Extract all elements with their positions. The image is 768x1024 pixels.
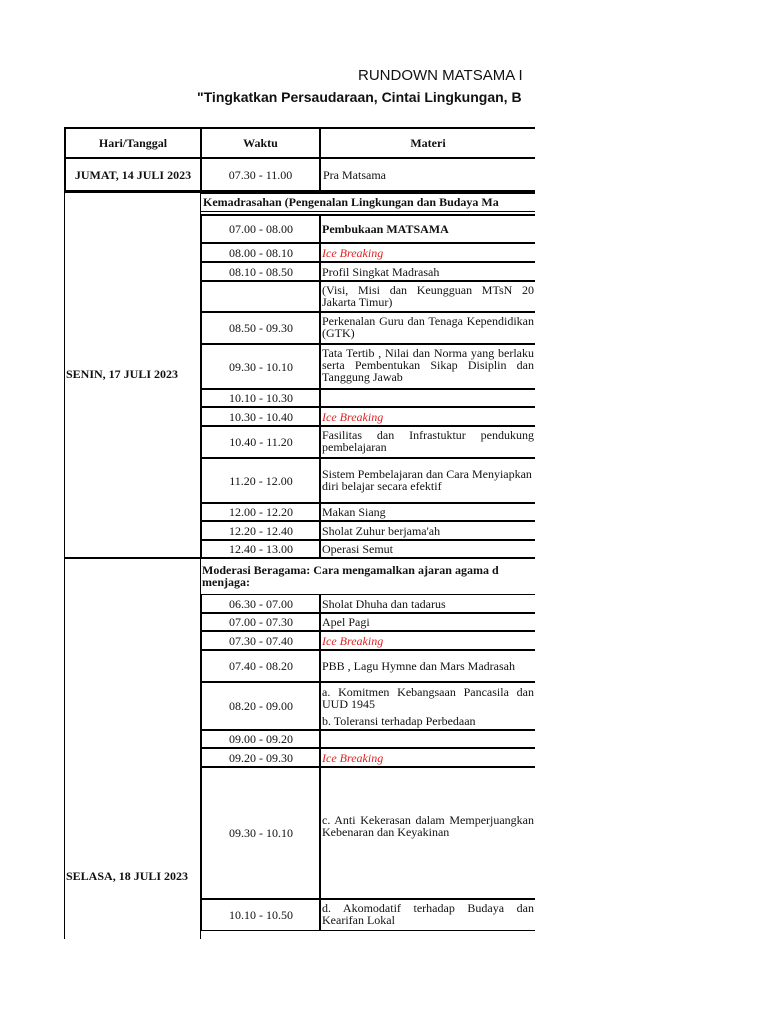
- material-item-b: b. Toleransi terhadap Perbedaan: [322, 714, 476, 728]
- time-cell: 09.30 - 10.10: [201, 344, 321, 389]
- ice-breaking-label: Ice Breaking: [319, 243, 535, 262]
- time-cell: 08.00 - 08.10: [201, 243, 321, 262]
- time-cell: 12.00 - 12.20: [201, 503, 321, 521]
- material-cell: [319, 389, 535, 407]
- time-cell: 08.10 - 08.50: [201, 262, 321, 281]
- header-time: Waktu: [200, 127, 321, 159]
- time-cell: 06.30 - 07.00: [201, 594, 321, 613]
- time-cell: 07.30 - 07.40: [201, 631, 321, 650]
- material-cell: Pra Matsama: [319, 157, 535, 192]
- time-cell: 12.40 - 13.00: [201, 540, 321, 559]
- time-cell: 10.10 - 10.30: [201, 389, 321, 407]
- time-cell: 09.20 - 09.30: [201, 748, 321, 767]
- day-senin: SENIN, 17 JULI 2023: [66, 368, 179, 381]
- time-cell: 08.20 - 09.00: [201, 682, 321, 730]
- time-cell: 10.30 - 10.40: [201, 407, 321, 426]
- material-cell: Fasilitas dan Infrastuktur pendukung pembelajaran: [319, 426, 535, 458]
- day-selasa: SELASA, 18 JULI 2023: [66, 870, 189, 883]
- material-cell: Makan Siang: [319, 503, 535, 521]
- section-moderasi: Moderasi Beragama: Cara mengamalkan ajaran agama d menjaga:: [202, 563, 499, 589]
- time-cell: 12.20 - 12.40: [201, 521, 321, 540]
- material-cell: [319, 767, 535, 899]
- time-cell: [201, 281, 321, 312]
- ice-breaking-label: Ice Breaking: [319, 407, 535, 426]
- document-subtitle: "Tingkatkan Persaudaraan, Cintai Lingkungan, B: [197, 89, 522, 105]
- material-text: c. Anti Kekerasan dalam Memperjuangkan Kebenaran dan Keyakinan: [322, 813, 534, 839]
- material-cell: Pembukaan MATSAMA: [319, 214, 535, 243]
- material-cell: [319, 730, 535, 748]
- time-cell: 07.00 - 07.30: [201, 613, 321, 631]
- material-cell: Sistem Pembelajaran dan Cara Menyiapkan diri belajar secara efektif: [319, 458, 535, 503]
- time-cell: 07.00 - 08.00: [201, 214, 321, 243]
- day-jumat: JUMAT, 14 JULI 2023: [64, 157, 202, 192]
- time-cell: 09.30 - 10.10: [201, 767, 321, 899]
- material-cell: Sholat Dhuha dan tadarus: [319, 594, 535, 613]
- time-cell: 08.50 - 09.30: [201, 312, 321, 344]
- material-item-a: a. Komitmen Kebangsaan Pancasila dan UUD 1945: [322, 685, 534, 711]
- material-cell: [319, 682, 535, 730]
- material-cell: Sholat Zuhur berjama'ah: [319, 521, 535, 540]
- time-cell: 07.30 - 11.00: [200, 157, 321, 192]
- header-day: Hari/Tanggal: [64, 127, 202, 159]
- material-cell: Operasi Semut: [319, 540, 535, 559]
- time-cell: 10.40 - 11.20: [201, 426, 321, 458]
- time-cell: 07.40 - 08.20: [201, 650, 321, 682]
- material-cell: Perkenalan Guru dan Tenaga Kependidikan (GTK): [319, 312, 535, 344]
- material-cell: Apel Pagi: [319, 613, 535, 631]
- header-material: Materi: [319, 127, 535, 159]
- time-cell: 09.00 - 09.20: [201, 730, 321, 748]
- section-kemadrasahan: Kemadrasahan (Pengenalan Lingkungan dan Budaya Ma: [200, 192, 535, 212]
- material-cell: d. Akomodatif terhadap Budaya dan Kearifan Lokal: [319, 899, 535, 931]
- ice-breaking-label: Ice Breaking: [319, 631, 535, 650]
- material-cell: Tata Tertib , Nilai dan Norma yang berlaku serta Pembentukan Sikap Disiplin dan Tanggung Jawab: [319, 344, 535, 389]
- material-cell: (Visi, Misi dan Keungguan MTsN 20 Jakarta Timur): [319, 281, 535, 312]
- material-cell: Profil Singkat Madrasah: [319, 262, 535, 281]
- material-cell: PBB , Lagu Hymne dan Mars Madrasah: [319, 650, 535, 682]
- time-cell: 11.20 - 12.00: [201, 458, 321, 503]
- time-cell: 10.10 - 10.50: [201, 899, 321, 931]
- ice-breaking-label: Ice Breaking: [319, 748, 535, 767]
